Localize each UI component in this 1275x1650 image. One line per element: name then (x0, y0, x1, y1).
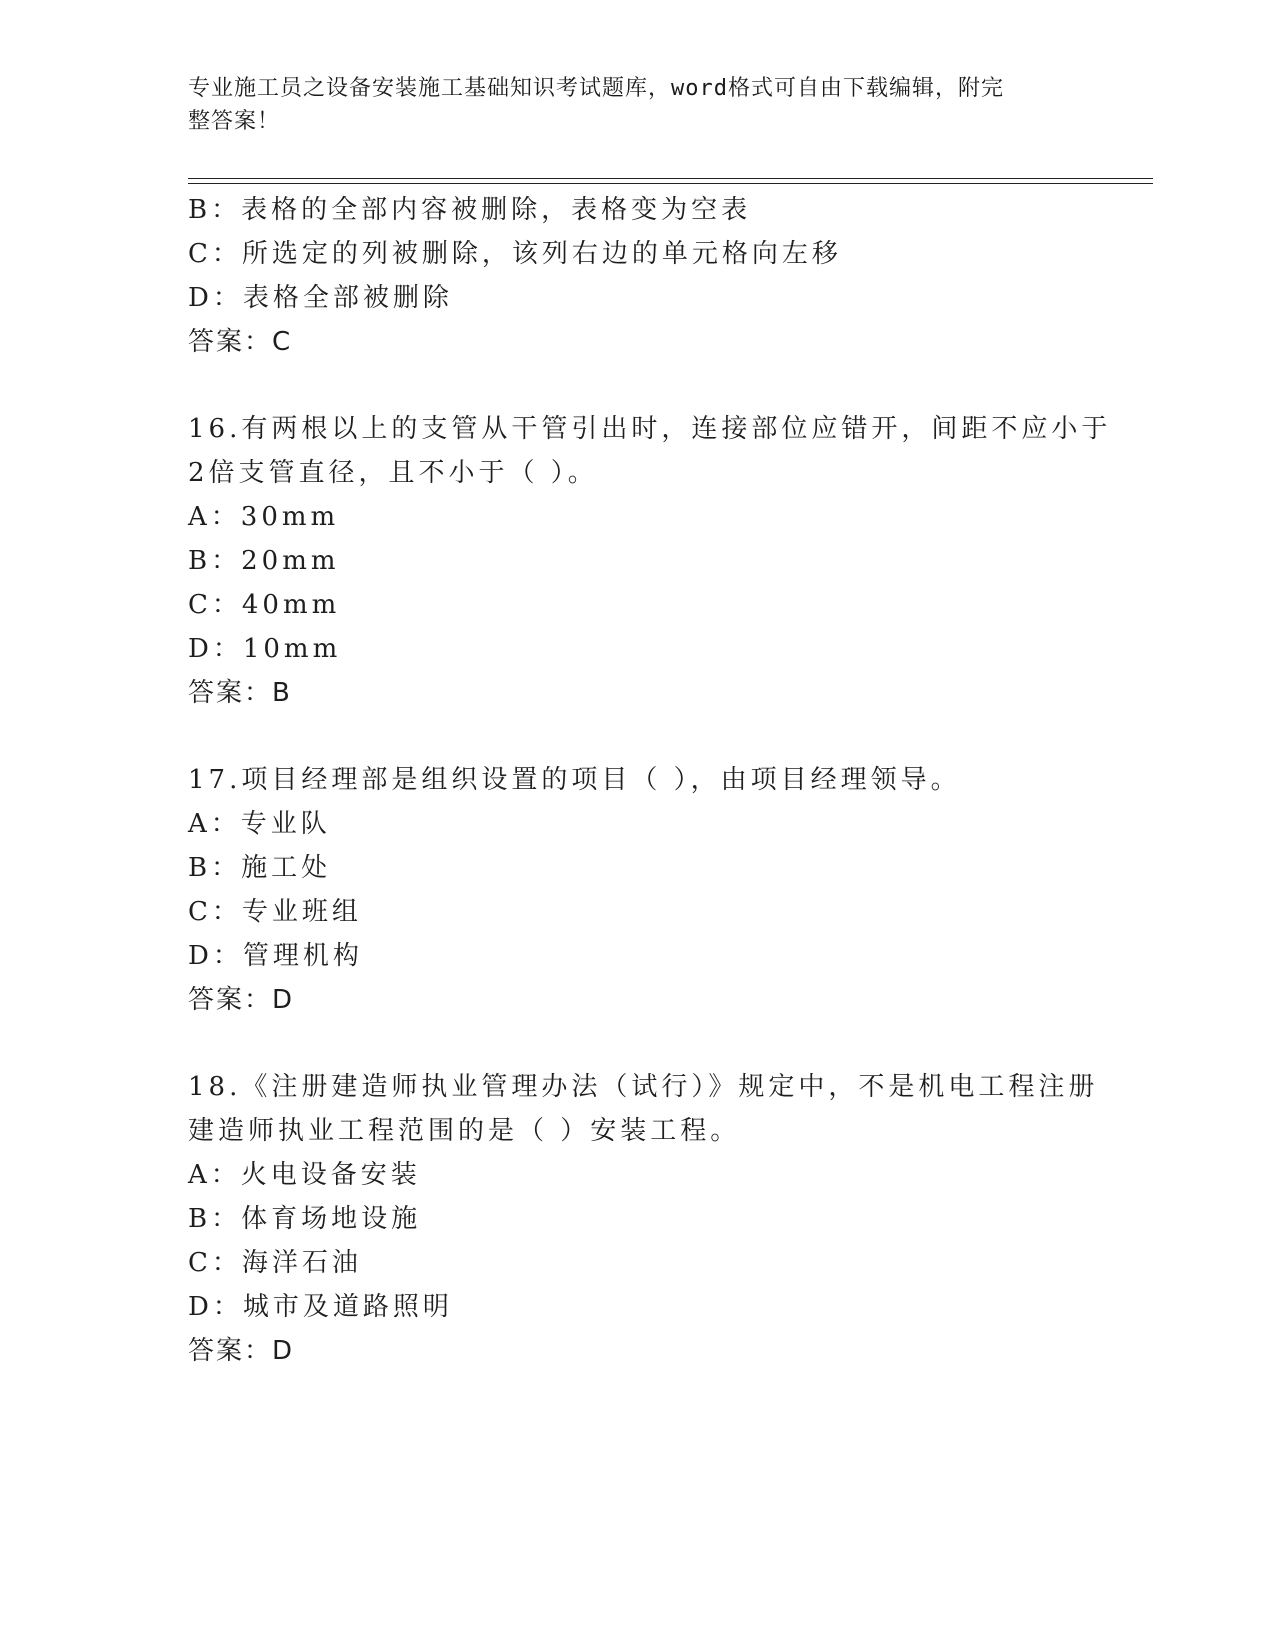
question-17-stem-line-1: 17.项目经理部是组织设置的项目（ ），由项目经理领导。 (188, 765, 961, 795)
question-16-stem-line-2: 2倍支管直径，且不小于（ ）。 (188, 458, 598, 488)
question-17-option-d: D：管理机构 (188, 941, 363, 971)
question-18-answer: 答案：D (188, 1336, 295, 1366)
question-16-option-b: B：20mm (188, 546, 340, 576)
question-17-option-c: C：专业班组 (188, 897, 362, 927)
prev-question-option-b: B：表格的全部内容被删除，表格变为空表 (188, 195, 752, 225)
question-18-option-c: C：海洋石油 (188, 1248, 362, 1278)
question-17-option-b: B：施工处 (188, 853, 332, 883)
header-divider-top (188, 178, 1153, 179)
prev-question-answer: 答案：C (188, 327, 293, 357)
question-16-option-c: C：40mm (188, 590, 341, 620)
prev-question-option-c: C：所选定的列被删除，该列右边的单元格向左移 (188, 239, 842, 269)
question-18-option-b: B：体育场地设施 (188, 1204, 422, 1234)
question-18-option-d: D：城市及道路照明 (188, 1292, 453, 1322)
question-18-stem-line-1: 18.《注册建造师执业管理办法（试行）》规定中，不是机电工程注册 (188, 1072, 1099, 1102)
header-title-line-1: 专业施工员之设备安装施工基础知识考试题库，word格式可自由下载编辑，附完 (188, 76, 1004, 101)
prev-question-option-d: D：表格全部被删除 (188, 283, 453, 313)
document-header (188, 72, 1068, 138)
question-18-stem-line-2: 建造师执业工程范围的是（ ）安装工程。 (188, 1116, 741, 1146)
question-16-option-d: D：10mm (188, 634, 342, 664)
header-title-line-2: 整答案！ (188, 109, 281, 134)
question-17-answer: 答案：D (188, 985, 295, 1015)
question-16-option-a: A：30mm (188, 502, 340, 532)
header-divider-bottom (188, 183, 1153, 184)
question-18-option-a: A：火电设备安装 (188, 1160, 421, 1190)
question-17-option-a: A：专业队 (188, 809, 331, 839)
question-16-stem-line-1: 16.有两根以上的支管从干管引出时，连接部位应错开，间距不应小于 (188, 414, 1112, 444)
question-16-answer: 答案：B (188, 678, 292, 708)
